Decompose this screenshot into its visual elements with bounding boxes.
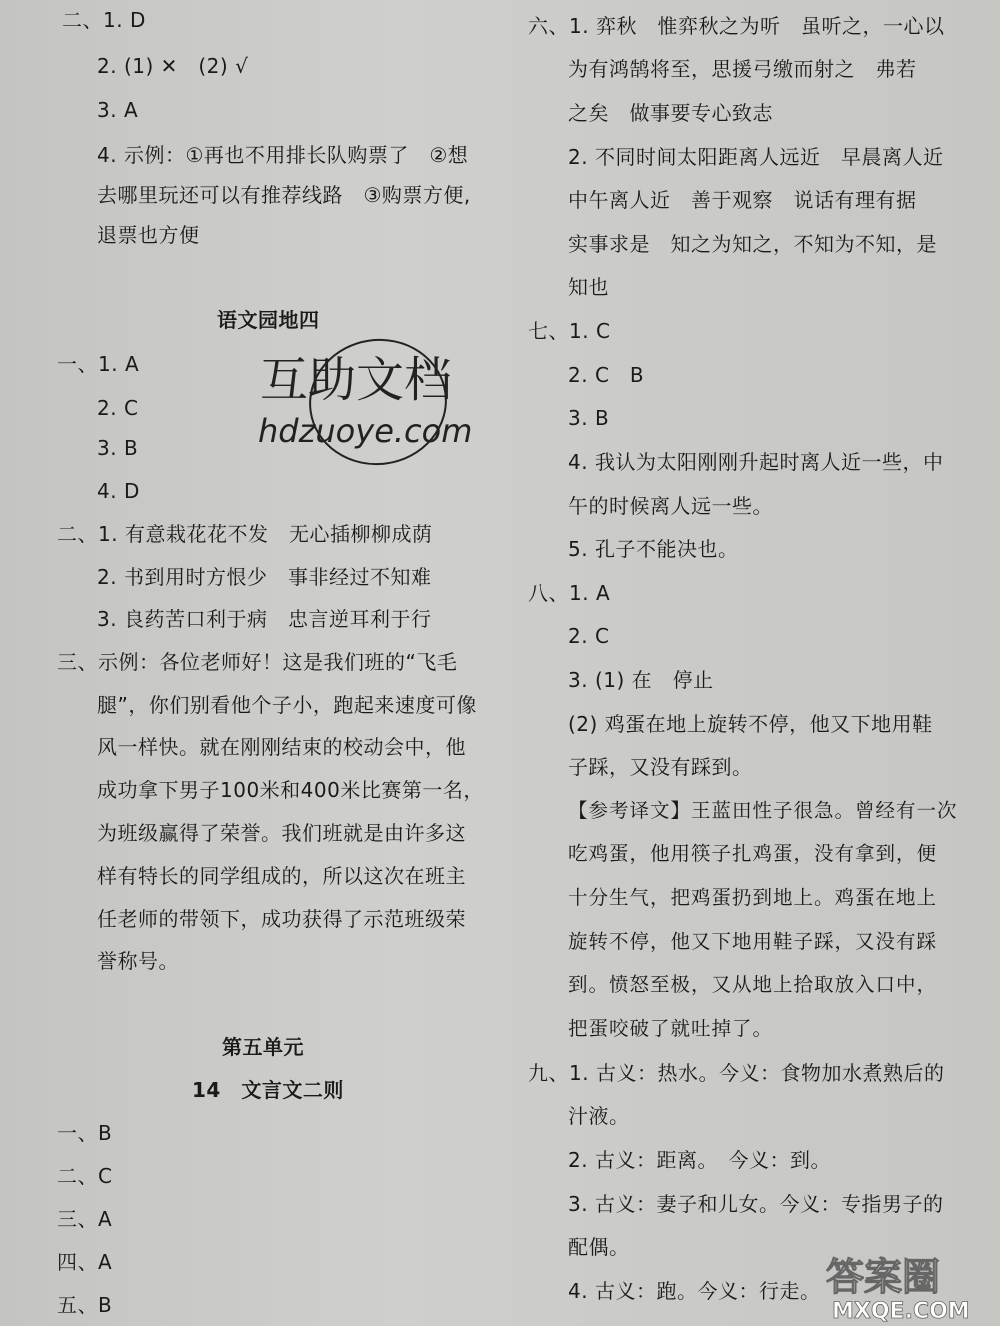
text-line: 汁液。 [568, 1104, 630, 1128]
translation-line: 十分生气，把鸡蛋扔到地上。鸡蛋在地上 [568, 886, 938, 909]
text-line: 午的时候离人远一些。 [568, 494, 773, 518]
text-line: 三、示例：各位老师好！这是我们班的“飞毛 [57, 650, 458, 674]
text-line: 4. 示例：①再也不用排长队购票了 ②想 [97, 143, 469, 167]
text-line: 二、C [57, 1164, 113, 1188]
text-line: 誉称号。 [97, 949, 179, 973]
translation-line: 【参考译文】王蓝田性子很急。曾经有一次 [568, 799, 958, 822]
text-line: 3. 良药苦口利于病 忠言逆耳利于行 [97, 607, 432, 631]
stamp-text-cn: 互助文档 [260, 352, 453, 408]
text-line: 4. 古义：跑。今义：行走。 [568, 1279, 821, 1303]
text-line: 腿”，你们别看他个子小，跑起来速度可像 [97, 693, 477, 717]
text-line: 2. C [568, 624, 610, 648]
text-line: 去哪里玩还可以有推荐线路 ③购票方便, [97, 183, 471, 207]
text-line: 二、1. D [62, 8, 146, 32]
text-line: 三、A [57, 1207, 113, 1231]
text-line: 4. D [97, 479, 140, 503]
text-line: 2. (1) ✕ (2) √ [97, 54, 249, 78]
text-line: 四、A [57, 1250, 113, 1274]
text-line: 之矣 做事要专心致志 [568, 101, 773, 125]
text-line: 知也 [568, 275, 609, 299]
section-heading: 语文园地四 [217, 308, 320, 332]
text-line: 一、1. A [57, 352, 140, 376]
text-line: 样有特长的同学组成的，所以这次在班主 [97, 864, 466, 888]
unit-heading: 第五单元 [222, 1035, 304, 1059]
text-line: 中午离人近 善于观察 说话有理有据 [568, 188, 917, 212]
text-line: 一、B [57, 1121, 113, 1145]
text-line: 八、1. A [528, 581, 611, 605]
text-line: 六、1. 弈秋 惟弈秋之为听 虽听之，一心以 [528, 14, 945, 38]
text-line: 3. A [97, 98, 139, 122]
lesson-heading: 14 文言文二则 [192, 1078, 344, 1102]
text-line: 3. 古义：妻子和儿女。今义：专指男子的 [568, 1192, 944, 1216]
text-line: 3. (1) 在 停止 [568, 668, 714, 692]
text-line: 五、B [57, 1293, 113, 1317]
text-line: 七、1. C [528, 319, 611, 343]
text-line: 2. C [97, 396, 139, 420]
text-line: 退票也方便 [97, 223, 200, 247]
text-line: (2) 鸡蛋在地上旋转不停，他又下地用鞋 [568, 712, 933, 736]
text-line: 风一样快。就在刚刚结束的校动会中，他 [97, 735, 466, 759]
text-line: 3. B [568, 406, 610, 430]
hdzuoye-stamp [250, 330, 490, 480]
translation-line: 吃鸡蛋，他用筷子扎鸡蛋，没有拿到，便 [568, 842, 938, 865]
stamp-text-url: hdzuoye.com [258, 412, 473, 450]
text-line: 为班级赢得了荣誉。我们班就是由许多这 [97, 821, 466, 845]
text-line: 子踩，又没有踩到。 [568, 755, 753, 779]
text-line: 任老师的带领下，成功获得了示范班级荣 [97, 907, 466, 931]
text-line: 九、1. 古义：热水。今义：食物加水煮熟后的 [528, 1061, 945, 1085]
text-line: 成功拿下男子100米和400米比赛第一名， [97, 778, 484, 802]
text-line: 为有鸿鹄将至，思援弓缴而射之 弗若 [568, 57, 917, 81]
mxqe-logo [818, 1246, 996, 1324]
text-line: 二、1. 有意栽花花不发 无心插柳柳成荫 [57, 522, 433, 546]
text-line: 3. B [97, 436, 139, 460]
text-line: 2. 不同时间太阳距离人远近 早晨离人近 [568, 145, 944, 169]
logo-text-cn: 答案圈 [826, 1255, 941, 1299]
text-line: 实事求是 知之为知之，不知为不知，是 [568, 232, 937, 256]
translation-line: 把蛋咬破了就吐掉了。 [568, 1017, 774, 1040]
text-line: 配偶。 [568, 1235, 630, 1259]
logo-text-url: MXQE.COM [832, 1299, 970, 1324]
translation-line: 到。愤怒至极，又从地上拾取放入口中， [568, 973, 938, 996]
translation-line: 旋转不停，他又下地用鞋子踩，又没有踩 [568, 930, 938, 953]
text-line: 2. C B [568, 363, 645, 387]
text-line: 5. 孔子不能决也。 [568, 537, 739, 561]
text-line: 2. 书到用时方恨少 事非经过不知难 [97, 565, 432, 589]
text-line: 2. 古义：距离。 今义：到。 [568, 1148, 831, 1172]
text-line: 4. 我认为太阳刚刚升起时离人近一些，中 [568, 450, 944, 474]
